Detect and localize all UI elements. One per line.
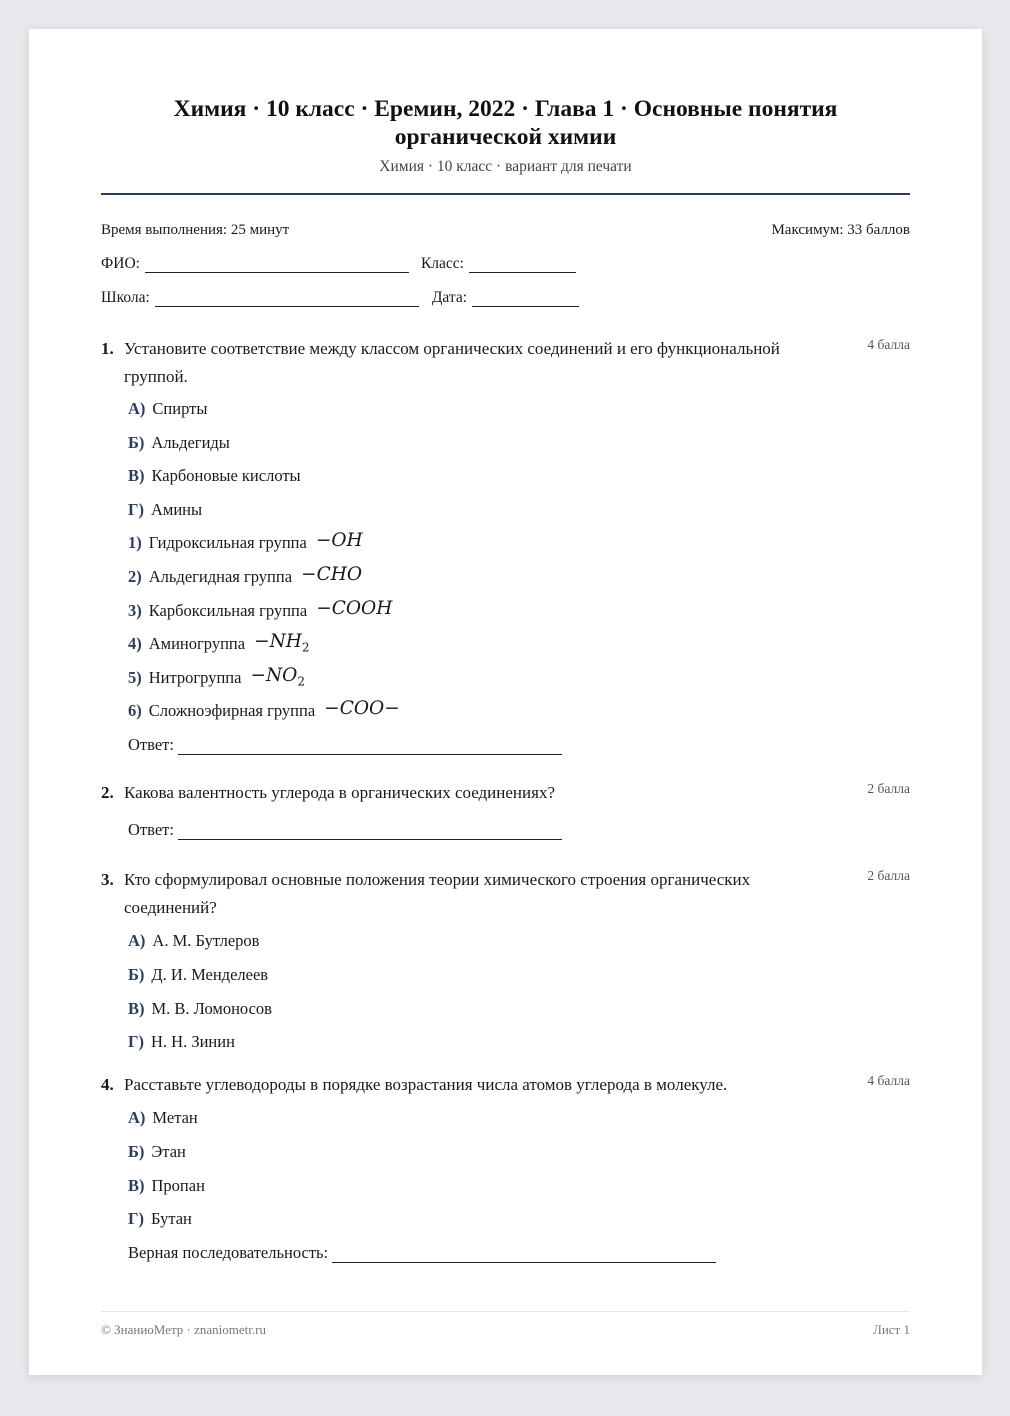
page-subtitle: Химия · 10 класс · вариант для печати xyxy=(379,158,632,175)
option-text: Карбоновые кислоты xyxy=(151,466,301,486)
question-head xyxy=(101,1071,910,1099)
option-letter: А) xyxy=(128,1108,146,1128)
formula-subscript: 2 xyxy=(301,640,310,655)
match-text: Альдегидная группа xyxy=(148,566,293,586)
formula: −OH xyxy=(315,530,363,552)
footer-page-number: Лист 1 xyxy=(873,1322,910,1337)
page-footer xyxy=(101,1311,910,1338)
option-item xyxy=(128,1176,910,1210)
option-letter: Г) xyxy=(128,1209,144,1229)
title-divider xyxy=(101,193,910,195)
match-item xyxy=(128,563,910,601)
worksheet-page xyxy=(29,29,982,1375)
option-item xyxy=(128,1209,910,1243)
option-item xyxy=(128,965,910,999)
option-item xyxy=(128,1142,910,1176)
option-item xyxy=(128,399,910,433)
question-number: 2. xyxy=(101,782,114,802)
question-points: 2 балла xyxy=(867,868,910,884)
match-item xyxy=(128,597,910,635)
page-title: Химия · 10 класс · Еремин, 2022 · Глава 1 · Основные понятия органической химии xyxy=(173,96,838,150)
date-field[interactable] xyxy=(472,292,579,307)
option-item xyxy=(128,931,910,965)
option-item xyxy=(128,500,910,534)
match-text: Гидроксильная группа xyxy=(148,533,307,553)
question-points: 4 балла xyxy=(867,1072,910,1088)
option-text: Этан xyxy=(151,1141,186,1161)
formula-body: NH xyxy=(269,631,302,653)
question-number: 4. xyxy=(101,1074,114,1094)
option-letter: Б) xyxy=(128,1141,145,1161)
formula-body: NO xyxy=(265,664,298,686)
question-text: Установите соответствие между классом органических соединений и его функциональной группой. xyxy=(124,339,780,386)
question-text: Кто сформулировал основные положения теории химического строения органических соединений? xyxy=(124,870,751,917)
match-text: Карбоксильная группа xyxy=(148,600,308,620)
question-4 xyxy=(101,1071,910,1263)
student-fields-row-2 xyxy=(101,289,910,307)
option-item xyxy=(128,999,910,1033)
option-letter: А) xyxy=(128,931,146,951)
formula: −CHO xyxy=(301,563,363,585)
option-item xyxy=(128,433,910,467)
formula-body: COO xyxy=(339,698,385,720)
option-text: Н. Н. Зинин xyxy=(151,1032,235,1052)
option-text: Альдегиды xyxy=(151,432,230,452)
formula-body: OH xyxy=(331,530,363,552)
max-score: Максимум: 33 баллов xyxy=(771,222,910,238)
option-item xyxy=(128,1108,910,1142)
option-letter: Г) xyxy=(128,499,144,519)
class-field[interactable] xyxy=(469,258,576,273)
option-text: Амины xyxy=(151,499,203,519)
option-item xyxy=(128,1032,910,1066)
question-head xyxy=(101,779,910,807)
match-item xyxy=(128,664,910,702)
answer-row xyxy=(128,735,910,755)
option-item xyxy=(128,466,910,500)
answer-field[interactable] xyxy=(178,738,562,755)
option-letter: В) xyxy=(128,1175,145,1195)
option-letter: В) xyxy=(128,466,145,486)
option-text: Бутан xyxy=(151,1209,192,1229)
option-letter: Б) xyxy=(128,432,145,452)
question-3 xyxy=(101,866,910,1065)
option-list xyxy=(128,931,910,1065)
option-text: Спирты xyxy=(152,399,208,418)
match-number: 2) xyxy=(128,566,142,586)
question-1 xyxy=(101,335,910,755)
answer-field[interactable] xyxy=(332,1246,716,1263)
option-text: Пропан xyxy=(151,1175,205,1195)
footer-copyright: © ЗнаниоМетр · znaniometr.ru xyxy=(101,1322,266,1337)
question-head xyxy=(101,335,910,390)
option-letter: Б) xyxy=(128,965,145,985)
match-text: Сложноэфирная группа xyxy=(148,701,316,721)
answer-label: Верная последовательность: xyxy=(128,1242,329,1262)
answer-field[interactable] xyxy=(178,823,562,840)
time-limit: Время выполнения: 25 минут xyxy=(101,222,290,238)
question-number: 3. xyxy=(101,870,114,890)
option-text: Д. И. Менделеев xyxy=(151,965,269,985)
match-number: 6) xyxy=(128,701,142,721)
question-text: Расставьте углеводороды в порядке возрастания числа атомов углерода в молекуле. xyxy=(124,1074,728,1094)
question-text: Какова валентность углерода в органических соединениях? xyxy=(124,782,555,802)
school-label: Школа: xyxy=(101,289,150,306)
option-letter: В) xyxy=(128,998,145,1018)
match-number: 3) xyxy=(128,600,142,620)
question-points: 2 балла xyxy=(867,780,910,796)
school-field[interactable] xyxy=(155,292,419,307)
match-item xyxy=(128,631,910,668)
question-2 xyxy=(101,779,910,841)
meta-row xyxy=(101,221,910,239)
match-text: Аминогруппа xyxy=(148,634,246,654)
formula: −COOH xyxy=(316,597,393,619)
question-head xyxy=(101,866,910,921)
option-text: Метан xyxy=(152,1108,198,1128)
option-text: М. В. Ломоносов xyxy=(151,998,272,1018)
match-number: 1) xyxy=(128,533,142,553)
option-list xyxy=(128,1108,910,1242)
formula-tail: − xyxy=(384,698,400,720)
match-item xyxy=(128,530,910,567)
formula: −COO− xyxy=(324,698,400,720)
option-list xyxy=(128,399,910,735)
question-number: 1. xyxy=(101,339,114,358)
student-fields-row-1 xyxy=(101,255,910,273)
fio-label: ФИО: xyxy=(101,255,140,272)
option-letter: А) xyxy=(128,399,146,418)
option-letter: Г) xyxy=(128,1032,144,1052)
formula: $-NH_2$ xyxy=(254,631,310,655)
option-text: А. М. Бутлеров xyxy=(152,931,260,951)
formula-body: COOH xyxy=(331,597,393,619)
date-label: Дата: xyxy=(431,289,468,306)
answer-label: Ответ: xyxy=(128,820,174,840)
match-number: 4) xyxy=(128,634,142,654)
match-text: Нитрогруппа xyxy=(148,667,242,687)
answer-label: Ответ: xyxy=(128,734,174,754)
worksheet-content xyxy=(101,95,910,1375)
class-label: Класс: xyxy=(420,255,464,272)
formula: $-NO_2$ xyxy=(250,664,305,689)
question-points: 4 балла xyxy=(867,337,910,352)
fio-field[interactable] xyxy=(145,258,409,273)
match-number: 5) xyxy=(128,667,142,687)
formula-body: CHO xyxy=(316,563,363,585)
answer-row xyxy=(128,820,910,840)
answer-row xyxy=(128,1243,910,1263)
match-item xyxy=(128,698,910,735)
formula-subscript: 2 xyxy=(297,674,305,689)
